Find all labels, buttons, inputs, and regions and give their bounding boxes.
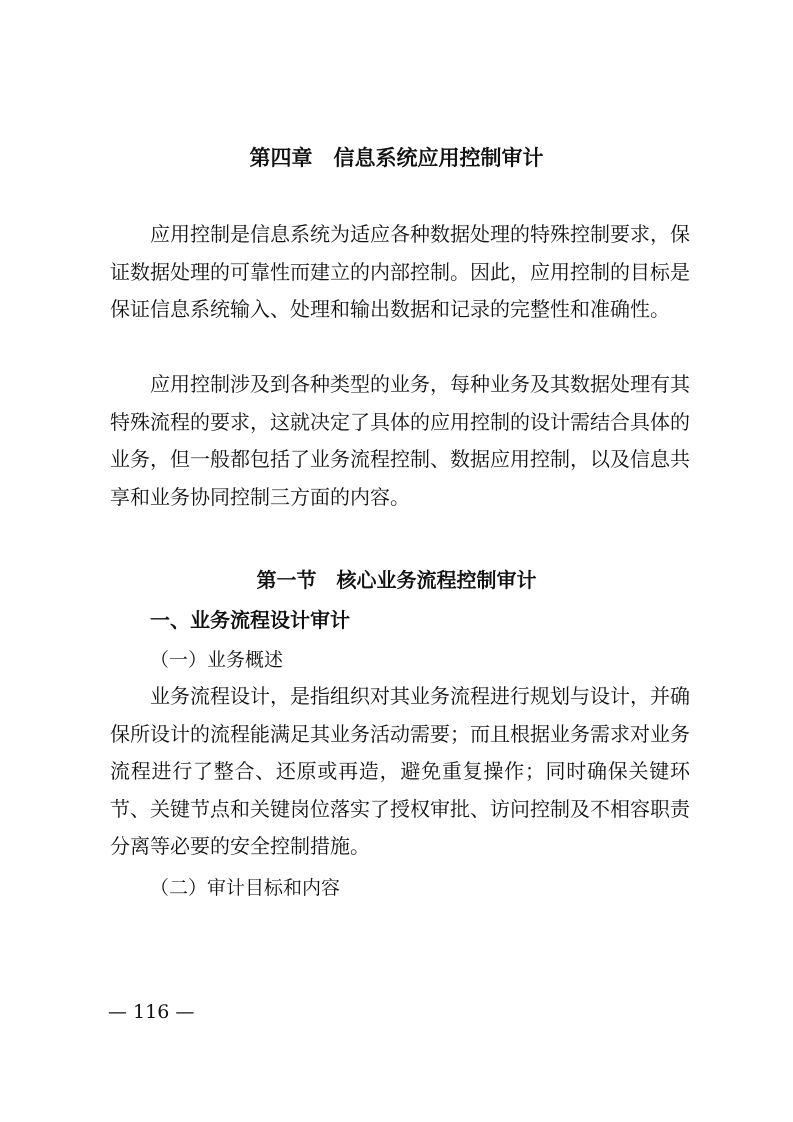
overview-paragraph: 业务流程设计，是指组织对其业务流程进行规划与设计，并确保所设计的流程能满足其业务活动需要；而且根据业务需求对业务流程进行了整合、还原或再造，避免重复操作；同时确保关键环节、关键节点和关键岗位落实了授权审批、访问控制及不相容职责分离等必要的安全控制措施。 [110, 684, 690, 858]
intro-paragraph-1: 应用控制是信息系统为适应各种数据处理的特殊控制要求，保证数据处理的可靠性而建立的内部控制。因此，应用控制的目标是保证信息系统输入、处理和输出数据和记录的完整性和准确性。 [110, 222, 690, 321]
heading-level-1: 一、业务流程设计审计 [150, 608, 350, 632]
intro-paragraph-2: 应用控制涉及到各种类型的业务，每种业务及其数据处理有其特殊流程的要求，这就决定了具体的应用控制的设计需结合具体的业务，但一般都包括了业务流程控制、数据应用控制，以及信息共享和业务协同控制三方面的内容。 [110, 372, 690, 509]
chapter-title: 第四章 信息系统应用控制审计 [249, 146, 544, 170]
page-number: — 116 — [108, 1001, 195, 1023]
subheading-audit-objectives: （二）审计目标和内容 [150, 877, 341, 899]
subheading-overview: （一）业务概述 [150, 649, 284, 671]
section-title: 第一节 核心业务流程控制审计 [256, 568, 537, 592]
